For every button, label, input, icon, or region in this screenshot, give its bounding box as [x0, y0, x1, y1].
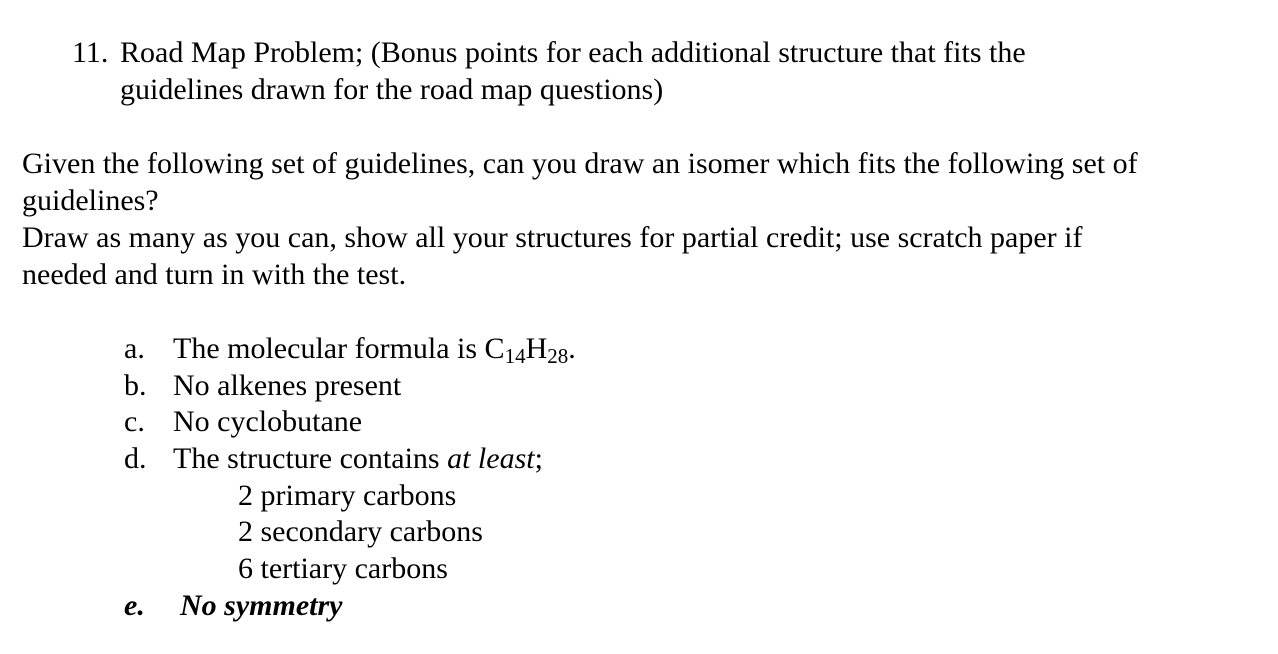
guideline-c-marker: c.	[124, 405, 145, 438]
guideline-c-text: No cyclobutane	[173, 405, 363, 438]
question-title-line-1: Road Map Problem; (Bonus points for each additional structure that fits the	[120, 36, 1026, 69]
guideline-d-marker: d.	[124, 442, 147, 475]
hydrogen-subscript: 28	[547, 344, 569, 368]
guideline-d-suffix: ;	[534, 442, 543, 475]
guideline-e-text: No symmetry	[180, 589, 343, 622]
guideline-d-emphasis: at least	[447, 442, 535, 475]
guideline-d-text	[173, 440, 543, 477]
guideline-d-prefix: The structure contains	[173, 442, 448, 475]
guideline-b-marker: b.	[124, 369, 147, 402]
instruction-line-2: guidelines?	[22, 184, 159, 217]
formula-prefix: The molecular formula is C	[173, 332, 505, 365]
carbon-requirement-primary: 2 primary carbons	[238, 479, 457, 512]
hydrogen-symbol: H	[525, 332, 548, 365]
instruction-line-3: Draw as many as you can, show all your structures for partial credit; use scratch paper if	[22, 221, 1083, 254]
guideline-b-text: No alkenes present	[173, 369, 402, 402]
carbon-subscript: 14	[504, 344, 526, 368]
guideline-a-marker: a.	[124, 332, 145, 365]
question-number: 11.	[72, 36, 109, 69]
guideline-e-marker: e.	[124, 589, 145, 622]
question-title-line-2: guidelines drawn for the road map questions)	[120, 73, 664, 106]
formula-suffix: .	[568, 332, 576, 365]
guideline-a-text	[173, 330, 576, 367]
carbon-requirement-secondary: 2 secondary carbons	[238, 515, 483, 548]
carbon-requirement-tertiary: 6 tertiary carbons	[238, 552, 448, 585]
instruction-line-4: needed and turn in with the test.	[22, 258, 407, 291]
instruction-line-1: Given the following set of guidelines, can you draw an isomer which fits the following set of	[22, 147, 1138, 180]
